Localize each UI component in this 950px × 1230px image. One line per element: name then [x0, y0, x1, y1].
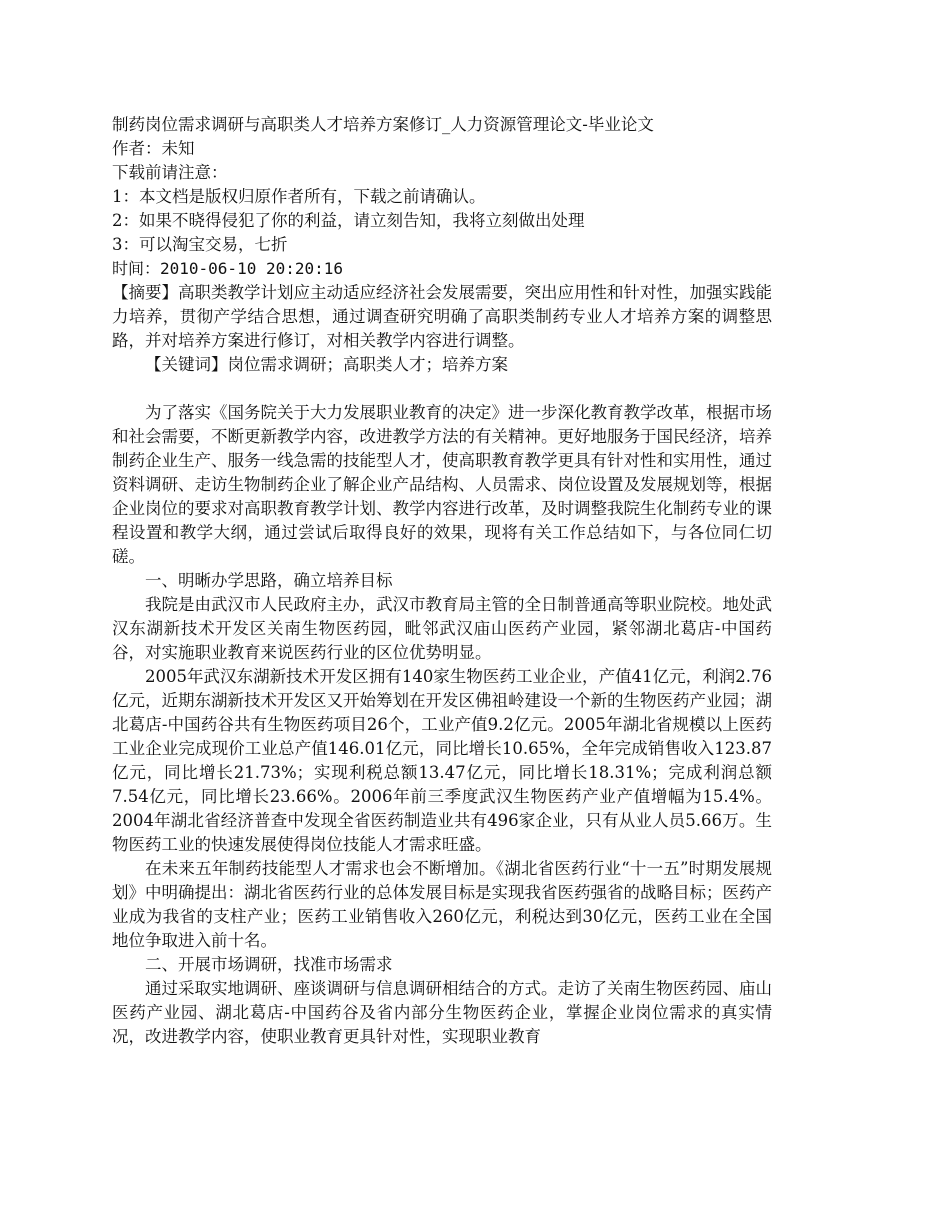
document-title: 制药岗位需求调研与高职类人才培养方案修订_人力资源管理论文-毕业论文	[112, 115, 654, 134]
note-item: 3：可以淘宝交易，七折	[112, 235, 288, 254]
body-paragraph: 2005年武汉东湖新技术开发区拥有140家生物医药工业企业，产值41亿元，利润2.76亿元，近期东湖新技术开发区又开始筹划在开发区佛祖岭建设一个新的生物医药产业园；湖北葛店-中国药谷共有生物医药项目26个，工业产值9.2亿元。2005年湖北省规模以上医药工业企业完成现价工业总产值146.01亿元，同比增长10.65%，全年完成销售收入123.87亿元，同比增长21.73%；实现利税总额13.47亿元，同比增长18.31%；完成利润总额7.54亿元，同比增长23.66%。2006年前三季度武汉生物医药产业产值增幅为15.4%。2004年湖北省经济普查中发现全省医药制造业共有496家企业，只有从业人员5.66万。生物医药工业的快速发展使得岗位技能人才需求旺盛。	[112, 667, 772, 854]
body-paragraph: 通过采取实地调研、座谈调研与信息调研相结合的方式。走访了关南生物医药园、庙山医药产业园、湖北葛店-中国药谷及省内部分生物医药企业，掌握企业岗位需求的真实情况，改进教学内容，使职业教育更具针对性，实现职业教育	[112, 979, 772, 1046]
note-item: 1：本文档是版权归原作者所有，下载之前请确认。	[112, 187, 486, 206]
keywords: 【关键词】岗位需求调研；高职类人才；培养方案	[145, 355, 508, 374]
author-line: 作者：未知	[112, 139, 195, 158]
section-heading: 一、明晰办学思路，确立培养目标	[145, 571, 393, 590]
abstract: 【摘要】高职类教学计划应主动适应经济社会发展需要，突出应用性和针对性，加强实践能力培养，贯彻产学结合思想，通过调查研究明确了高职类制药专业人才培养方案的调整思路，并对培养方案进行修订，对相关教学内容进行调整。	[112, 283, 772, 350]
body-paragraph: 为了落实《国务院关于大力发展职业教育的决定》进一步深化教育教学改革，根据市场和社会需要，不断更新教学内容，改进教学方法的有关精神。更好地服务于国民经济，培养制药企业生产、服务一线急需的技能型人才，使高职教育教学更具有针对性和实用性，通过资料调研、走访生物制药企业了解企业产品结构、人员需求、岗位设置及发展规划等，根据企业岗位的要求对高职教育教学计划、教学内容进行改革，及时调整我院生化制药专业的课程设置和教学大纲，通过尝试后取得良好的效果，现将有关工作总结如下，与各位同仁切磋。	[112, 403, 772, 566]
blank-line	[112, 377, 772, 401]
body-paragraph: 我院是由武汉市人民政府主办，武汉市教育局主管的全日制普通高等职业院校。地处武汉东湖新技术开发区关南生物医药园，毗邻武汉庙山医药产业园，紧邻湖北葛店-中国药谷，对实施职业教育来说医药行业的区位优势明显。	[112, 595, 772, 662]
document-page	[112, 113, 772, 1049]
note-item: 2：如果不晓得侵犯了你的利益，请立刻告知，我将立刻做出处理	[112, 211, 585, 230]
body-paragraph: 在未来五年制药技能型人才需求也会不断增加。《湖北省医药行业“十一五”时期发展规划》中明确提出：湖北省医药行业的总体发展目标是实现我省医药强省的战略目标；医药产业成为我省的支柱产业；医药工业销售收入260亿元，利税达到30亿元，医药工业在全国地位争取进入前十名。	[112, 859, 772, 950]
section-heading: 二、开展市场调研，找准市场需求	[145, 955, 393, 974]
timestamp: 时间：2010-06-10 20:20:16	[112, 259, 344, 278]
download-notice: 下载前请注意：	[112, 163, 228, 182]
